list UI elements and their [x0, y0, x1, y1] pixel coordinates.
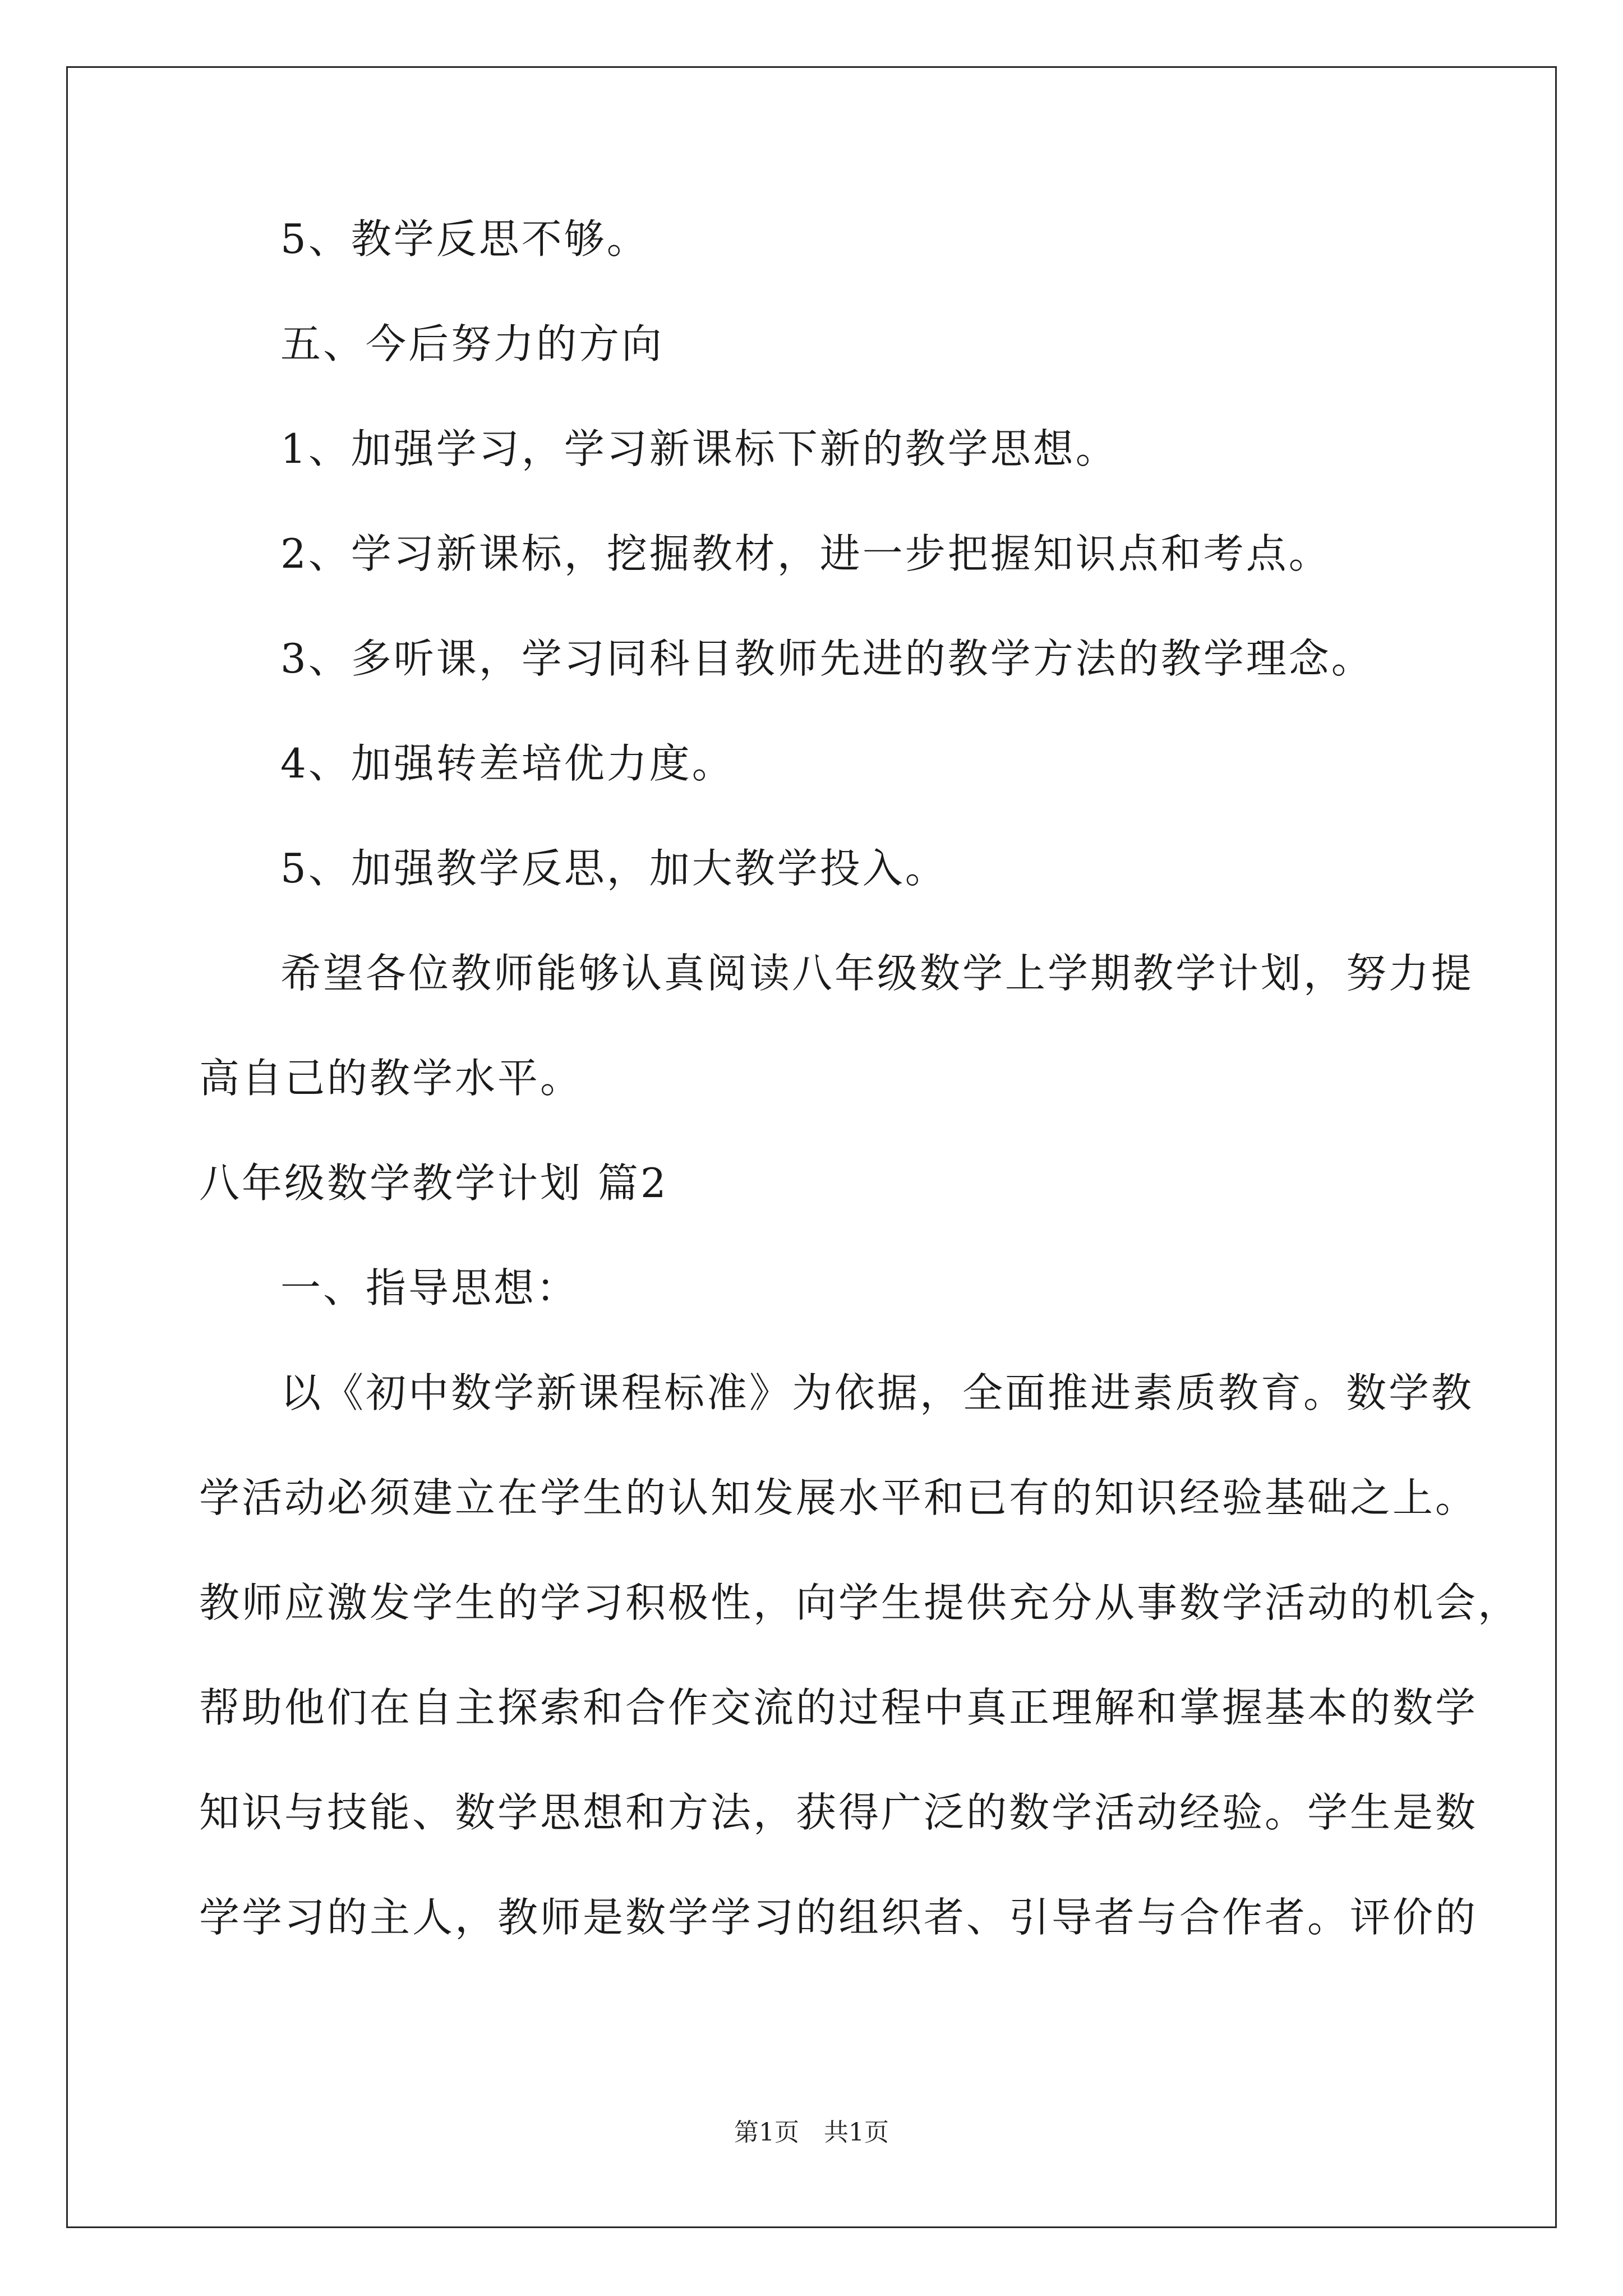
list-item-3: 3、多听课，学习同科目教师先进的教学方法的教学理念。 — [280, 635, 1374, 682]
paragraph-line-4: 帮助他们在自主探索和合作交流的过程中真正理解和掌握基本的数学 — [199, 1684, 1478, 1731]
paragraph-closing-line-1: 希望各位教师能够认真阅读八年级数学上学期教学计划，努力提 — [280, 950, 1474, 997]
list-item-5: 5、加强教学反思，加大教学投入。 — [280, 845, 948, 892]
list-item-2: 2、学习新课标，挖掘教材，进一步把握知识点和考点。 — [280, 530, 1331, 577]
paragraph-line-3: 教师应激发学生的学习积极性，向学生提供充分从事数学活动的机会， — [199, 1579, 1521, 1626]
list-item-1: 1、加强学习，学习新课标下新的教学思想。 — [280, 425, 1118, 472]
paragraph-line-6: 学学习的主人，教师是数学学习的组织者、引导者与合作者。评价的 — [199, 1894, 1478, 1941]
list-item-4: 4、加强转差培优力度。 — [280, 740, 735, 787]
section-heading-guiding-thought: 一、指导思想： — [280, 1264, 579, 1312]
list-item-reflection: 5、教学反思不够。 — [280, 215, 649, 263]
section-heading-future-direction: 五、今后努力的方向 — [280, 320, 665, 367]
page-footer: 第1页 共1页 — [734, 2118, 889, 2147]
paragraph-line-2: 学活动必须建立在学生的认知发展水平和已有的知识经验基础之上。 — [199, 1474, 1478, 1521]
paragraph-closing-line-2: 高自己的教学水平。 — [199, 1055, 583, 1102]
article-title-part-2: 八年级数学教学计划 篇2 — [199, 1159, 668, 1207]
paragraph-line-5: 知识与技能、数学思想和方法，获得广泛的数学活动经验。学生是数 — [199, 1789, 1478, 1836]
paragraph-line-1: 以《初中数学新课程标准》为依据，全面推进素质教育。数学教 — [280, 1369, 1474, 1416]
